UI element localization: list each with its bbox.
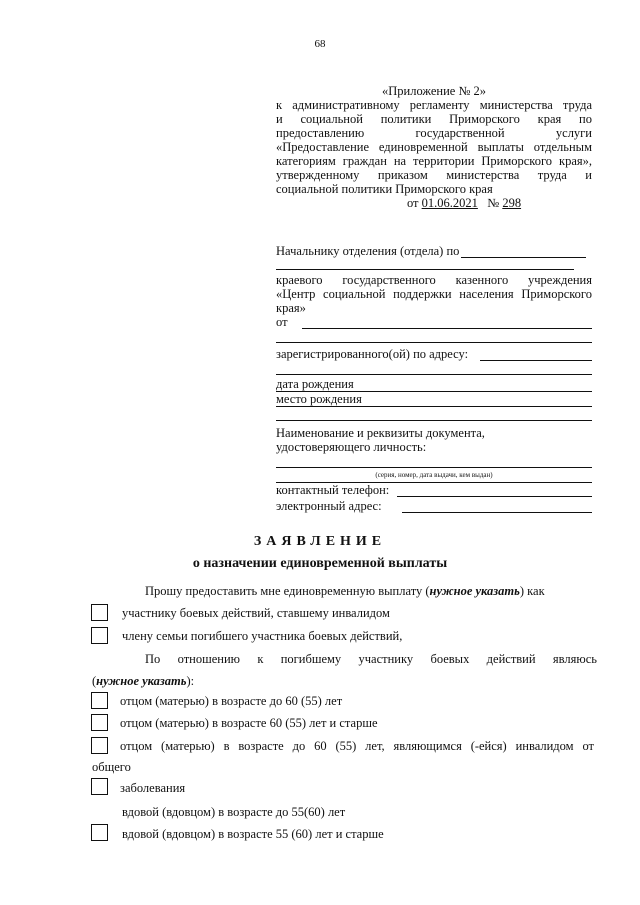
from-label: от	[276, 315, 288, 329]
phone-label: контактный телефон:	[276, 483, 390, 497]
birth-place-label: место рождения	[276, 392, 362, 406]
institution-line: краевого государственного казенного учреждения	[276, 273, 592, 287]
birth-date-field[interactable]	[276, 377, 592, 392]
order-number-label: №	[487, 196, 500, 210]
order-reference	[276, 196, 592, 210]
option-label: отцом (матерью) в возрасте до 60 (55) лет	[120, 694, 343, 708]
checkbox-parent-over-60[interactable]	[91, 714, 108, 731]
appendix-line: и социальной политики Приморского края по	[276, 112, 592, 126]
appendix-line: к административному регламенту министерства труда	[276, 98, 592, 112]
head-of-department-row	[276, 244, 592, 258]
option-label-continued: общего	[92, 760, 131, 774]
appendix-line: социальной политики Приморского края	[276, 182, 493, 196]
order-date: 01.06.2021	[421, 196, 478, 210]
option-label: отцом (матерью) в возрасте 60 (55) лет и старше	[120, 716, 378, 730]
appendix-line: «Предоставление единовременной выплаты отдельным	[276, 140, 592, 154]
request-emphasis: нужное указать	[429, 584, 520, 598]
email-label: электронный адрес:	[276, 499, 382, 513]
institution-line: края»	[276, 301, 306, 315]
email-row	[276, 499, 592, 513]
statement-heading	[0, 534, 640, 572]
head-of-department-label: Начальнику отделения (отдела) по	[276, 244, 460, 258]
department-field[interactable]	[461, 246, 586, 258]
option-label: вдовой (вдовцом) в возрасте до 55(60) лет	[122, 805, 346, 819]
birth-date-label: дата рождения	[276, 377, 354, 391]
appendix-header	[276, 84, 592, 210]
phone-row	[276, 482, 592, 497]
document-field[interactable]	[276, 454, 592, 468]
birth-place-field[interactable]	[276, 392, 592, 407]
phone-field[interactable]	[397, 485, 592, 497]
option-label: вдовой (вдовцом) в возрасте 55 (60) лет и старше	[122, 827, 384, 841]
appendix-line: категориям граждан на территории Приморского края»,	[276, 154, 592, 168]
checkbox-general-illness[interactable]	[91, 778, 108, 795]
recipient-block	[276, 244, 592, 513]
statement-title: ЗАЯВЛЕНИЕ	[253, 534, 387, 549]
checkbox-family-member[interactable]	[91, 627, 108, 644]
relation-emphasis: нужное указать	[96, 674, 187, 688]
applicant-name-field[interactable]	[302, 317, 592, 329]
appendix-line: утвержденному приказом министерства труда и	[276, 168, 592, 182]
request-text: Прошу предоставить мне единовременную выплату (нужное указать) как	[145, 584, 545, 598]
registered-address-label: зарегистрированного(ой) по адресу:	[276, 347, 469, 361]
document-label: удостоверяющего личность:	[276, 440, 427, 454]
relation-instruction: (нужное указать):	[92, 674, 195, 688]
address-row	[276, 347, 592, 361]
relation-line: По отношению к погибшему участнику боевых действий являюсь	[145, 652, 597, 666]
from-row	[276, 315, 592, 329]
checkbox-disabled-veteran[interactable]	[91, 604, 108, 621]
checkbox-parent-disabled[interactable]	[91, 737, 108, 754]
order-prefix: от	[406, 196, 419, 210]
option-label: участнику боевых действий, ставшему инвалидом	[122, 606, 390, 620]
document-label: Наименование и реквизиты документа,	[276, 426, 485, 440]
address-field-line[interactable]	[276, 361, 592, 375]
birth-place-field-line[interactable]	[276, 407, 592, 421]
appendix-line: предоставлению государственной услуги	[276, 126, 592, 140]
page-number: 68	[314, 38, 326, 50]
option-label: отцом (матерью) в возрасте до 60 (55) лет, являющимся (-ейся) инвалидом от	[120, 739, 594, 753]
appendix-title: «Приложение № 2»	[381, 84, 487, 98]
option-label: заболевания	[120, 781, 186, 795]
department-field-line[interactable]	[276, 258, 574, 270]
option-label: члену семьи погибшего участника боевых действий,	[122, 629, 403, 643]
applicant-name-field-line[interactable]	[276, 329, 592, 343]
order-number: 298	[502, 196, 522, 210]
document-caption: (серия, номер, дата выдачи, кем выдан)	[375, 471, 493, 479]
statement-subtitle: о назначении единовременной выплаты	[192, 556, 448, 571]
email-field[interactable]	[402, 501, 592, 513]
checkbox-parent-under-60[interactable]	[91, 692, 108, 709]
address-field[interactable]	[480, 349, 592, 361]
checkbox-widow-over-55[interactable]	[91, 824, 108, 841]
institution-line: «Центр социальной поддержки населения Приморского	[276, 287, 592, 301]
